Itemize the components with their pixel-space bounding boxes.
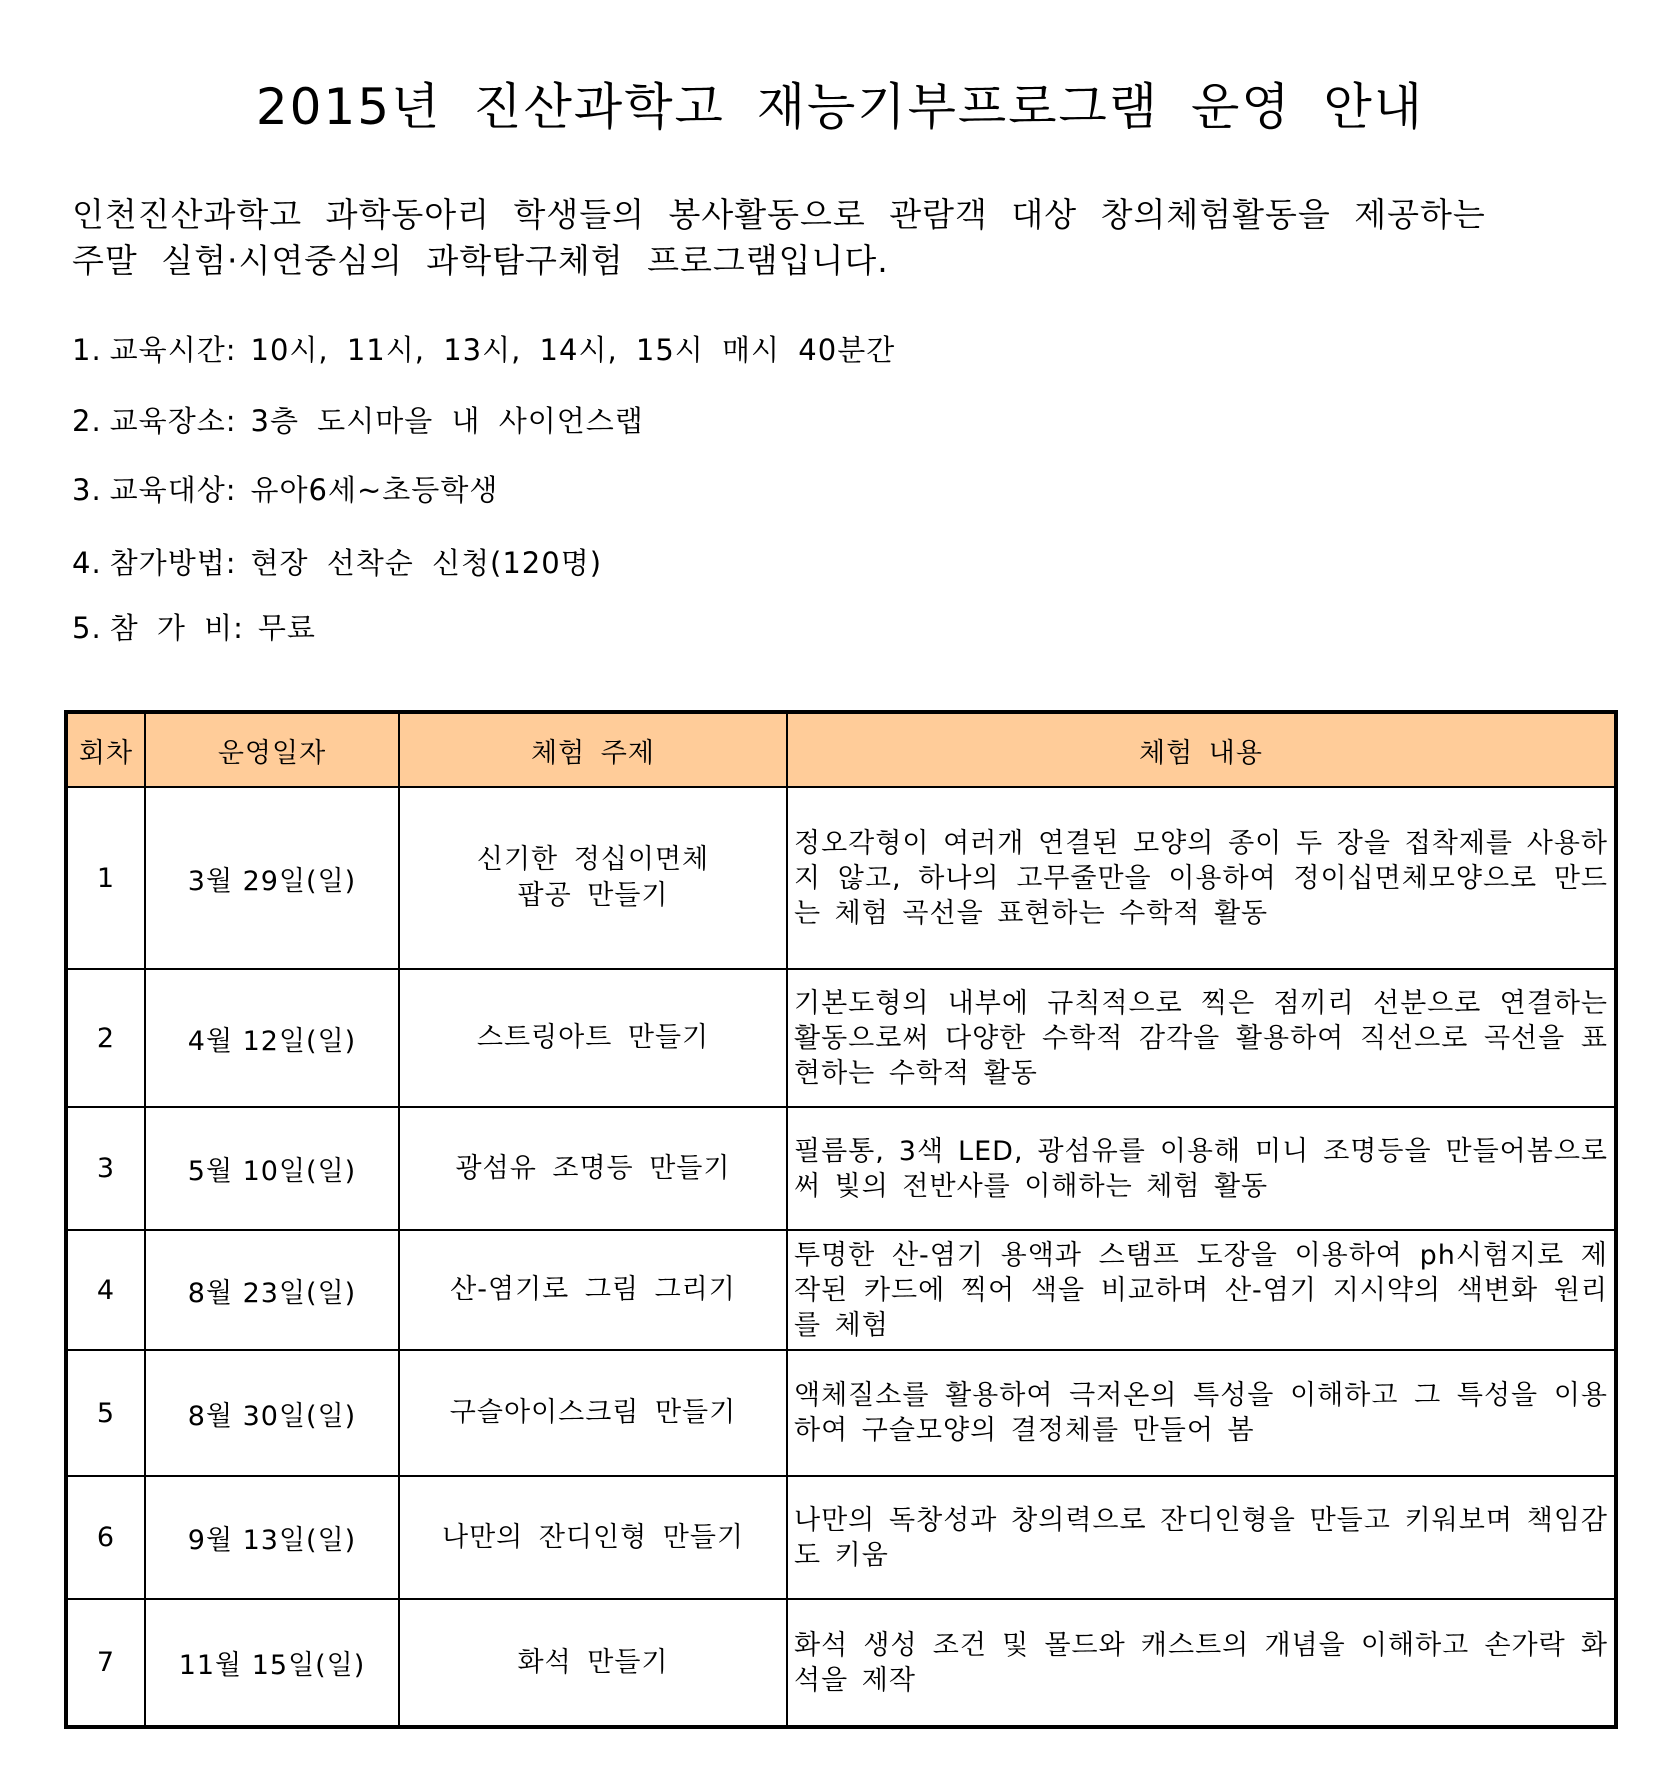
- table-row: [66, 787, 1616, 969]
- table-row: [66, 1350, 1616, 1476]
- theme-line-2: 팝공 만들기: [517, 880, 669, 911]
- cell-theme: 광섬유 조명등 만들기: [399, 1107, 787, 1230]
- cell-theme: 화석 만들기: [399, 1599, 787, 1727]
- info-value: 3층 도시마을 내 사이언스랩: [250, 404, 644, 438]
- table-header-row: [66, 712, 1616, 787]
- info-item-method: [72, 543, 602, 583]
- info-item-fee: [72, 608, 316, 648]
- cell-theme: 구슬아이스크림 만들기: [399, 1350, 787, 1476]
- info-item-target: [72, 470, 498, 510]
- cell-desc: 필름통, 3색 LED, 광섬유를 이용해 미니 조명등을 만들어봄으로써 빛의 전반사를 이해하는 체험 활동: [787, 1107, 1616, 1230]
- cell-desc: 기본도형의 내부에 규칙적으로 찍은 점끼리 선분으로 연결하는 활동으로써 다양한 수학적 감각을 활용하여 직선으로 곡선을 표현하는 수학적 활동: [787, 969, 1616, 1107]
- document-title: 2015년 진산과학고 재능기부프로그램 운영 안내: [255, 78, 1425, 136]
- info-value: 10시, 11시, 13시, 14시, 15시 매시 40분간: [250, 333, 896, 367]
- intro-line-2: 주말 실험·시연중심의 과학탐구체험 프로그램입니다.: [72, 241, 889, 280]
- table-row: [66, 1107, 1616, 1230]
- cell-round: 3: [66, 1107, 145, 1230]
- cell-date: 8월 30일(일): [145, 1350, 399, 1476]
- cell-desc: 액체질소를 활용하여 극저온의 특성을 이해하고 그 특성을 이용하여 구슬모양의 결정체를 만들어 봄: [787, 1350, 1616, 1476]
- cell-date: 5월 10일(일): [145, 1107, 399, 1230]
- info-label: 교육장소:: [109, 404, 237, 438]
- intro-paragraph: [72, 192, 1612, 284]
- schedule-table: [64, 710, 1618, 1729]
- cell-round: 2: [66, 969, 145, 1107]
- cell-round: 6: [66, 1476, 145, 1599]
- table-row: [66, 1230, 1616, 1350]
- info-value: 무료: [257, 611, 316, 645]
- cell-desc: 화석 생성 조건 및 몰드와 캐스트의 개념을 이해하고 손가락 화석을 제작: [787, 1599, 1616, 1727]
- cell-desc: 정오각형이 여러개 연결된 모양의 종이 두 장을 접착제를 사용하지 않고, 하나의 고무줄만을 이용하여 정이십면체모양으로 만드는 체험 곡선을 표현하는 수학적 활동: [787, 787, 1616, 969]
- cell-round: 7: [66, 1599, 145, 1727]
- info-number: 4.: [72, 546, 102, 580]
- info-number: 2.: [72, 404, 102, 438]
- info-label: 참 가 비:: [109, 611, 244, 645]
- theme-line-1: 신기한 정십이면체: [476, 844, 710, 875]
- cell-date: 4월 12일(일): [145, 969, 399, 1107]
- cell-desc: 투명한 산-염기 용액과 스탬프 도장을 이용하여 ph시험지로 제작된 카드에 찍어 색을 비교하며 산-염기 지시약의 색변화 원리를 체험: [787, 1230, 1616, 1350]
- header-desc: 체험 내용: [787, 712, 1616, 787]
- cell-round: 4: [66, 1230, 145, 1350]
- info-number: 3.: [72, 473, 102, 507]
- info-label: 참가방법:: [109, 546, 237, 580]
- cell-theme: 산-염기로 그림 그리기: [399, 1230, 787, 1350]
- header-date: 운영일자: [145, 712, 399, 787]
- info-item-time: [72, 330, 895, 370]
- cell-round: 5: [66, 1350, 145, 1476]
- cell-date: 8월 23일(일): [145, 1230, 399, 1350]
- info-value: 현장 선착순 신청(120명): [250, 546, 603, 580]
- cell-round: 1: [66, 787, 145, 969]
- info-label: 교육시간:: [109, 333, 237, 367]
- table-row: [66, 1476, 1616, 1599]
- cell-date: 11월 15일(일): [145, 1599, 399, 1727]
- info-number: 1.: [72, 333, 102, 367]
- header-round: 회차: [66, 712, 145, 787]
- header-theme: 체험 주제: [399, 712, 787, 787]
- info-label: 교육대상:: [109, 473, 237, 507]
- cell-theme: 나만의 잔디인형 만들기: [399, 1476, 787, 1599]
- info-value: 유아6세~초등학생: [250, 473, 499, 507]
- table-row: [66, 1599, 1616, 1727]
- cell-date: 9월 13일(일): [145, 1476, 399, 1599]
- info-number: 5.: [72, 611, 102, 645]
- cell-theme: 스트링아트 만들기: [399, 969, 787, 1107]
- intro-line-1: 인천진산과학고 과학동아리 학생들의 봉사활동으로 관람객 대상 창의체험활동을 제공하는: [72, 195, 1486, 234]
- cell-theme: [399, 787, 787, 969]
- cell-desc: 나만의 독창성과 창의력으로 잔디인형을 만들고 키워보며 책임감도 키움: [787, 1476, 1616, 1599]
- cell-date: 3월 29일(일): [145, 787, 399, 969]
- table-row: [66, 969, 1616, 1107]
- info-item-place: [72, 401, 644, 441]
